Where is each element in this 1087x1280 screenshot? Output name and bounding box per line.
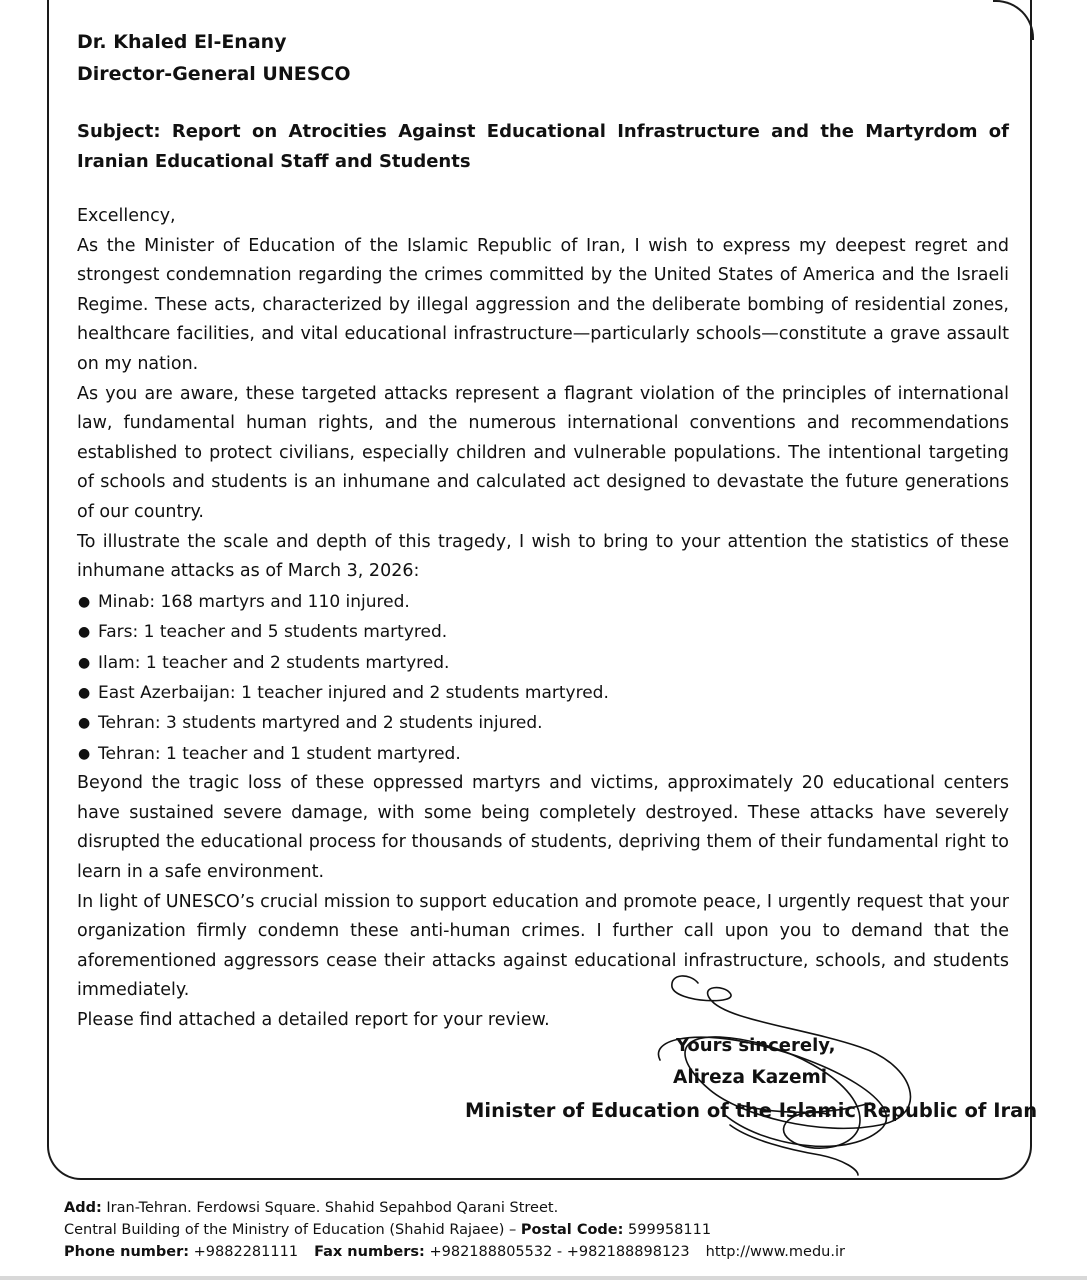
footer-building-line (64, 1219, 845, 1241)
website-link[interactable]: http://www.medu.ir (705, 1244, 845, 1260)
statistic-text: Fars: 1 teacher and 5 students martyred. (98, 622, 448, 643)
paragraph-3: To illustrate the scale and depth of this tragedy, I wish to bring to your attention the statistics of these inhumane attacks as of March 3, 2026: (77, 531, 1009, 582)
postal-label: Postal Code: (520, 1222, 624, 1238)
bullet-icon: ● (78, 593, 91, 610)
paragraph-1: As the Minister of Education of the Islamic Republic of Iran, I wish to express my deepest regret and strongest condemnation regarding the crimes committed by the United States of America and the Israeli Regime. These acts, characterized by illegal aggression and the deliberate bombing of residential zones, healthcare facilities, and vital educational infrastructure—particularly schools—constitute a grave assault on my nation. (77, 235, 1009, 374)
list-item (77, 708, 1009, 738)
postal-value: 599958111 (623, 1222, 712, 1238)
statistic-text: Minab: 168 martyrs and 110 injured. (98, 591, 410, 612)
footer-address-line (64, 1197, 845, 1219)
signer-name: Alireza Kazemi (673, 1067, 828, 1088)
paragraph-6: Please find attached a detailed report for your review. (77, 1009, 550, 1030)
bullet-icon: ● (78, 624, 91, 641)
signature-icon (630, 965, 930, 1180)
paragraph-4: Beyond the tragic loss of these oppressed martyrs and victims, approximately 20 educational centers have sustained severe damage, with some being completely destroyed. These attacks have severely disrupted the educational process for thousands of students, depriving them of their fundamental right to learn in a safe environment. (77, 773, 1009, 882)
list-item (77, 648, 1009, 678)
building-value: Central Building of the Ministry of Education (Shahid Rajaee) – (64, 1222, 521, 1238)
address-label: Add: (64, 1200, 102, 1216)
paragraph-2: As you are aware, these targeted attacks represent a flagrant violation of the principles of international law, fundamental human rights, and the numerous international conventions and recommendations established to protect civilians, especially children and vulnerable populations. The intentional targeting of schools and students is an inhumane and calculated act designed to devastate the future generations of our country. (77, 383, 1009, 522)
page-bottom-divider (0, 1276, 1087, 1280)
signer-title: Minister of Education of the Islamic Republic of Iran (465, 1099, 1038, 1122)
subject-line: Subject: Report on Atrocities Against Educational Infrastructure and the Martyrdom of Iranian Educational Staff and Students (77, 121, 1009, 172)
phone-value: +9882281111 (189, 1244, 299, 1260)
address-value: Iran-Tehran. Ferdowsi Square. Shahid Sepahbod Qarani Street. (101, 1200, 559, 1216)
paragraph-5: In light of UNESCO’s crucial mission to support education and promote peace, I urgently request that your organization firmly condemn these anti-human crimes. I further call upon you to demand that the aforementioned aggressors cease their attacks against educational infrastructure, schools, and students immediately. (77, 891, 1009, 1001)
list-item (77, 739, 1009, 769)
list-item (77, 587, 1009, 617)
valediction: Yours sincerely, (676, 1035, 836, 1056)
fax-label: Fax numbers: (314, 1244, 425, 1260)
statistic-text: Tehran: 3 students martyred and 2 students injured. (98, 713, 543, 734)
recipient-name: Dr. Khaled El-Enany (77, 31, 287, 53)
list-item (77, 617, 1009, 647)
statistics-list (77, 587, 1009, 769)
bullet-icon: ● (78, 715, 91, 732)
fax-value: +982188805532 - +982188898123 (424, 1244, 690, 1260)
statistic-text: East Azerbaijan: 1 teacher injured and 2 students martyred. (98, 682, 609, 703)
recipient-title: Director-General UNESCO (77, 63, 351, 85)
list-item (77, 678, 1009, 708)
footer-contact-line (64, 1241, 845, 1263)
bullet-icon: ● (78, 654, 91, 671)
statistic-text: Tehran: 1 teacher and 1 student martyred. (98, 743, 461, 764)
bullet-icon: ● (78, 684, 91, 701)
salutation: Excellency, (77, 206, 176, 226)
statistic-text: Ilam: 1 teacher and 2 students martyred. (98, 652, 450, 673)
letterhead-footer (64, 1197, 845, 1263)
phone-label: Phone number: (64, 1244, 190, 1260)
bullet-icon: ● (78, 745, 91, 762)
letter-body (77, 26, 1009, 1036)
